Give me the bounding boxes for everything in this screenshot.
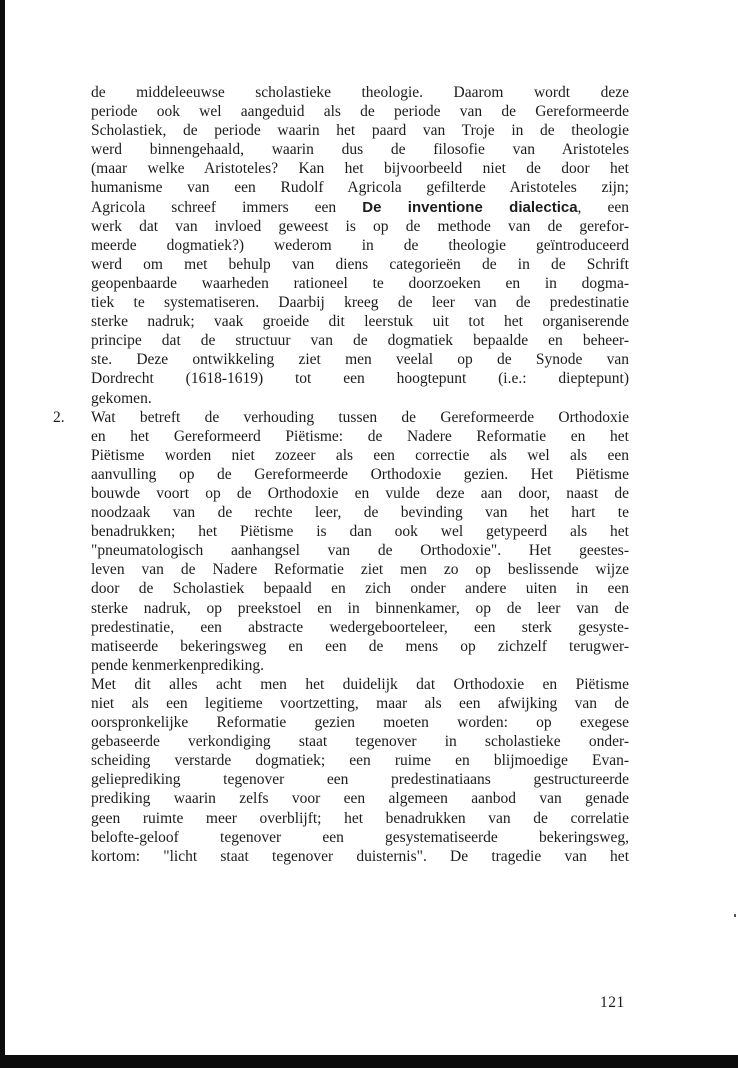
text-line: kortom: "licht staat tegenover duisternis". De tragedie van het — [91, 847, 629, 865]
text-line: Piëtisme worden niet zozeer als een correctie als wel als een — [91, 446, 629, 464]
text-line: door de Scholastiek bepaald en zich onder andere uiten in een — [91, 580, 629, 598]
text-line: oorspronkelijke Reformatie gezien moeten worden: op exegese — [91, 714, 629, 732]
text-line: werd binnengehaald, waarin dus de filosofie van Aristoteles — [91, 141, 629, 159]
text-line: geopenbaarde waarheden rationeel te doorzoeken en in dogma- — [91, 274, 629, 292]
paragraph-conclusie — [91, 675, 629, 866]
text-line: "pneumatologisch aanhangsel van de Orthodoxie". Het geestes- — [91, 542, 629, 560]
text-line: ste. Deze ontwikkeling ziet men veelal op de Synode van — [91, 351, 629, 369]
text-line: bouwde voort op de Orthodoxie en vulde deze aan door, naast de — [91, 484, 629, 502]
text-line: prediking waarin zelfs voor een algemeen aanbod van genade — [91, 790, 629, 808]
text-line: werk dat van invloed geweest is op de methode van de gerefor- — [91, 217, 629, 235]
text-line: matiseerde bekeringsweg en een de mens op zichzelf terugwer- — [91, 637, 629, 655]
page-number: 121 — [600, 994, 625, 1011]
text-line: meerde dogmatiek?) wederom in de theologie geïntroduceerd — [91, 236, 629, 254]
list-number: 2. — [53, 408, 65, 426]
text-line: gekomen. — [91, 389, 152, 407]
text-line: scheiding verstarde dogmatiek; een ruime en blijmoedige Evan- — [91, 752, 629, 770]
text-line: niet als een legitieme voortzetting, maar als een afwijking van de — [91, 695, 629, 712]
text-line: (maar welke Aristoteles? Kan het bijvoorbeeld niet de door het — [91, 160, 629, 178]
scan-left-edge — [0, 0, 5, 1068]
book-title: De inventione dialectica — [362, 198, 578, 216]
text-line: gebaseerde verkondiging staat tegenover in scholastieke onder- — [91, 733, 629, 751]
text-line: aanvulling op de Gereformeerde Orthodoxie gezien. Het Piëtisme — [91, 465, 629, 483]
text-line: sterke nadruk; vaak groeide dit leerstuk uit tot het organiserende — [91, 313, 629, 331]
text-line: noodzaak van de rechte leer, de bevinding van het hart te — [91, 504, 629, 522]
text-line: Wat betreft de verhouding tussen de Gereformeerde Orthodoxie — [91, 408, 629, 426]
text-line: predestinatie, een abstracte wedergeboorteleer, een sterk gesyste- — [91, 618, 629, 636]
text-line-with-title — [91, 198, 629, 217]
text-line: principe dat de structuur van de dogmatiek bepaalde en beheer- — [91, 332, 629, 350]
text-fragment: , een — [577, 198, 630, 216]
text-line: werd om met behulp van diens categorieën de in de Schrift — [91, 255, 629, 273]
page-body — [53, 83, 630, 866]
text-line: periode ook wel aangeduid als de periode van de Gereformeerde — [91, 103, 629, 121]
text-line: leven van de Nadere Reformatie ziet men zo op beslissende wijze — [91, 561, 629, 579]
text-line: pende kenmerkenprediking. — [91, 656, 265, 674]
text-line: geen ruimte meer overblijft; het benadrukken van de correlatie — [91, 809, 629, 827]
text-line: de middeleeuwse scholastieke theologie. Daarom wordt deze — [91, 84, 629, 101]
scan-speck — [734, 914, 736, 917]
text-line: sterke nadruk, op preekstoel en in binnenkamer, op de leer van de — [91, 599, 629, 617]
text-line: Met dit alles acht men het duidelijk dat Orthodoxie en Piëtisme — [91, 675, 629, 693]
list-item-2 — [53, 408, 629, 866]
text-line: tiek te systematiseren. Daarbij kreeg de leer van de predestinatie — [91, 294, 629, 312]
text-line: humanisme van een Rudolf Agricola gefilterde Aristoteles zijn; — [91, 179, 629, 197]
text-line: belofte-geloof tegenover een gesystematiseerde bekeringsweg, — [91, 828, 629, 846]
paragraph-pietisme — [91, 408, 629, 675]
text-line: Scholastiek, de periode waarin het paard van Troje in de theologie — [91, 122, 629, 140]
scan-bottom-edge — [0, 1055, 738, 1068]
text-line: en het Gereformeerd Piëtisme: de Nadere Reformatie en het — [91, 427, 629, 445]
text-fragment: Agricola schreef immers een — [91, 198, 337, 216]
text-line: Dordrecht (1618-1619) tot een hoogtepunt (i.e.: dieptepunt) — [91, 370, 629, 388]
paragraph-scholastiek — [91, 83, 629, 408]
text-line: benadrukken; het Piëtisme is dan ook wel getypeerd als het — [91, 523, 629, 541]
text-line: gelieprediking tegenover een predestinatiaans gestructureerde — [91, 771, 629, 789]
